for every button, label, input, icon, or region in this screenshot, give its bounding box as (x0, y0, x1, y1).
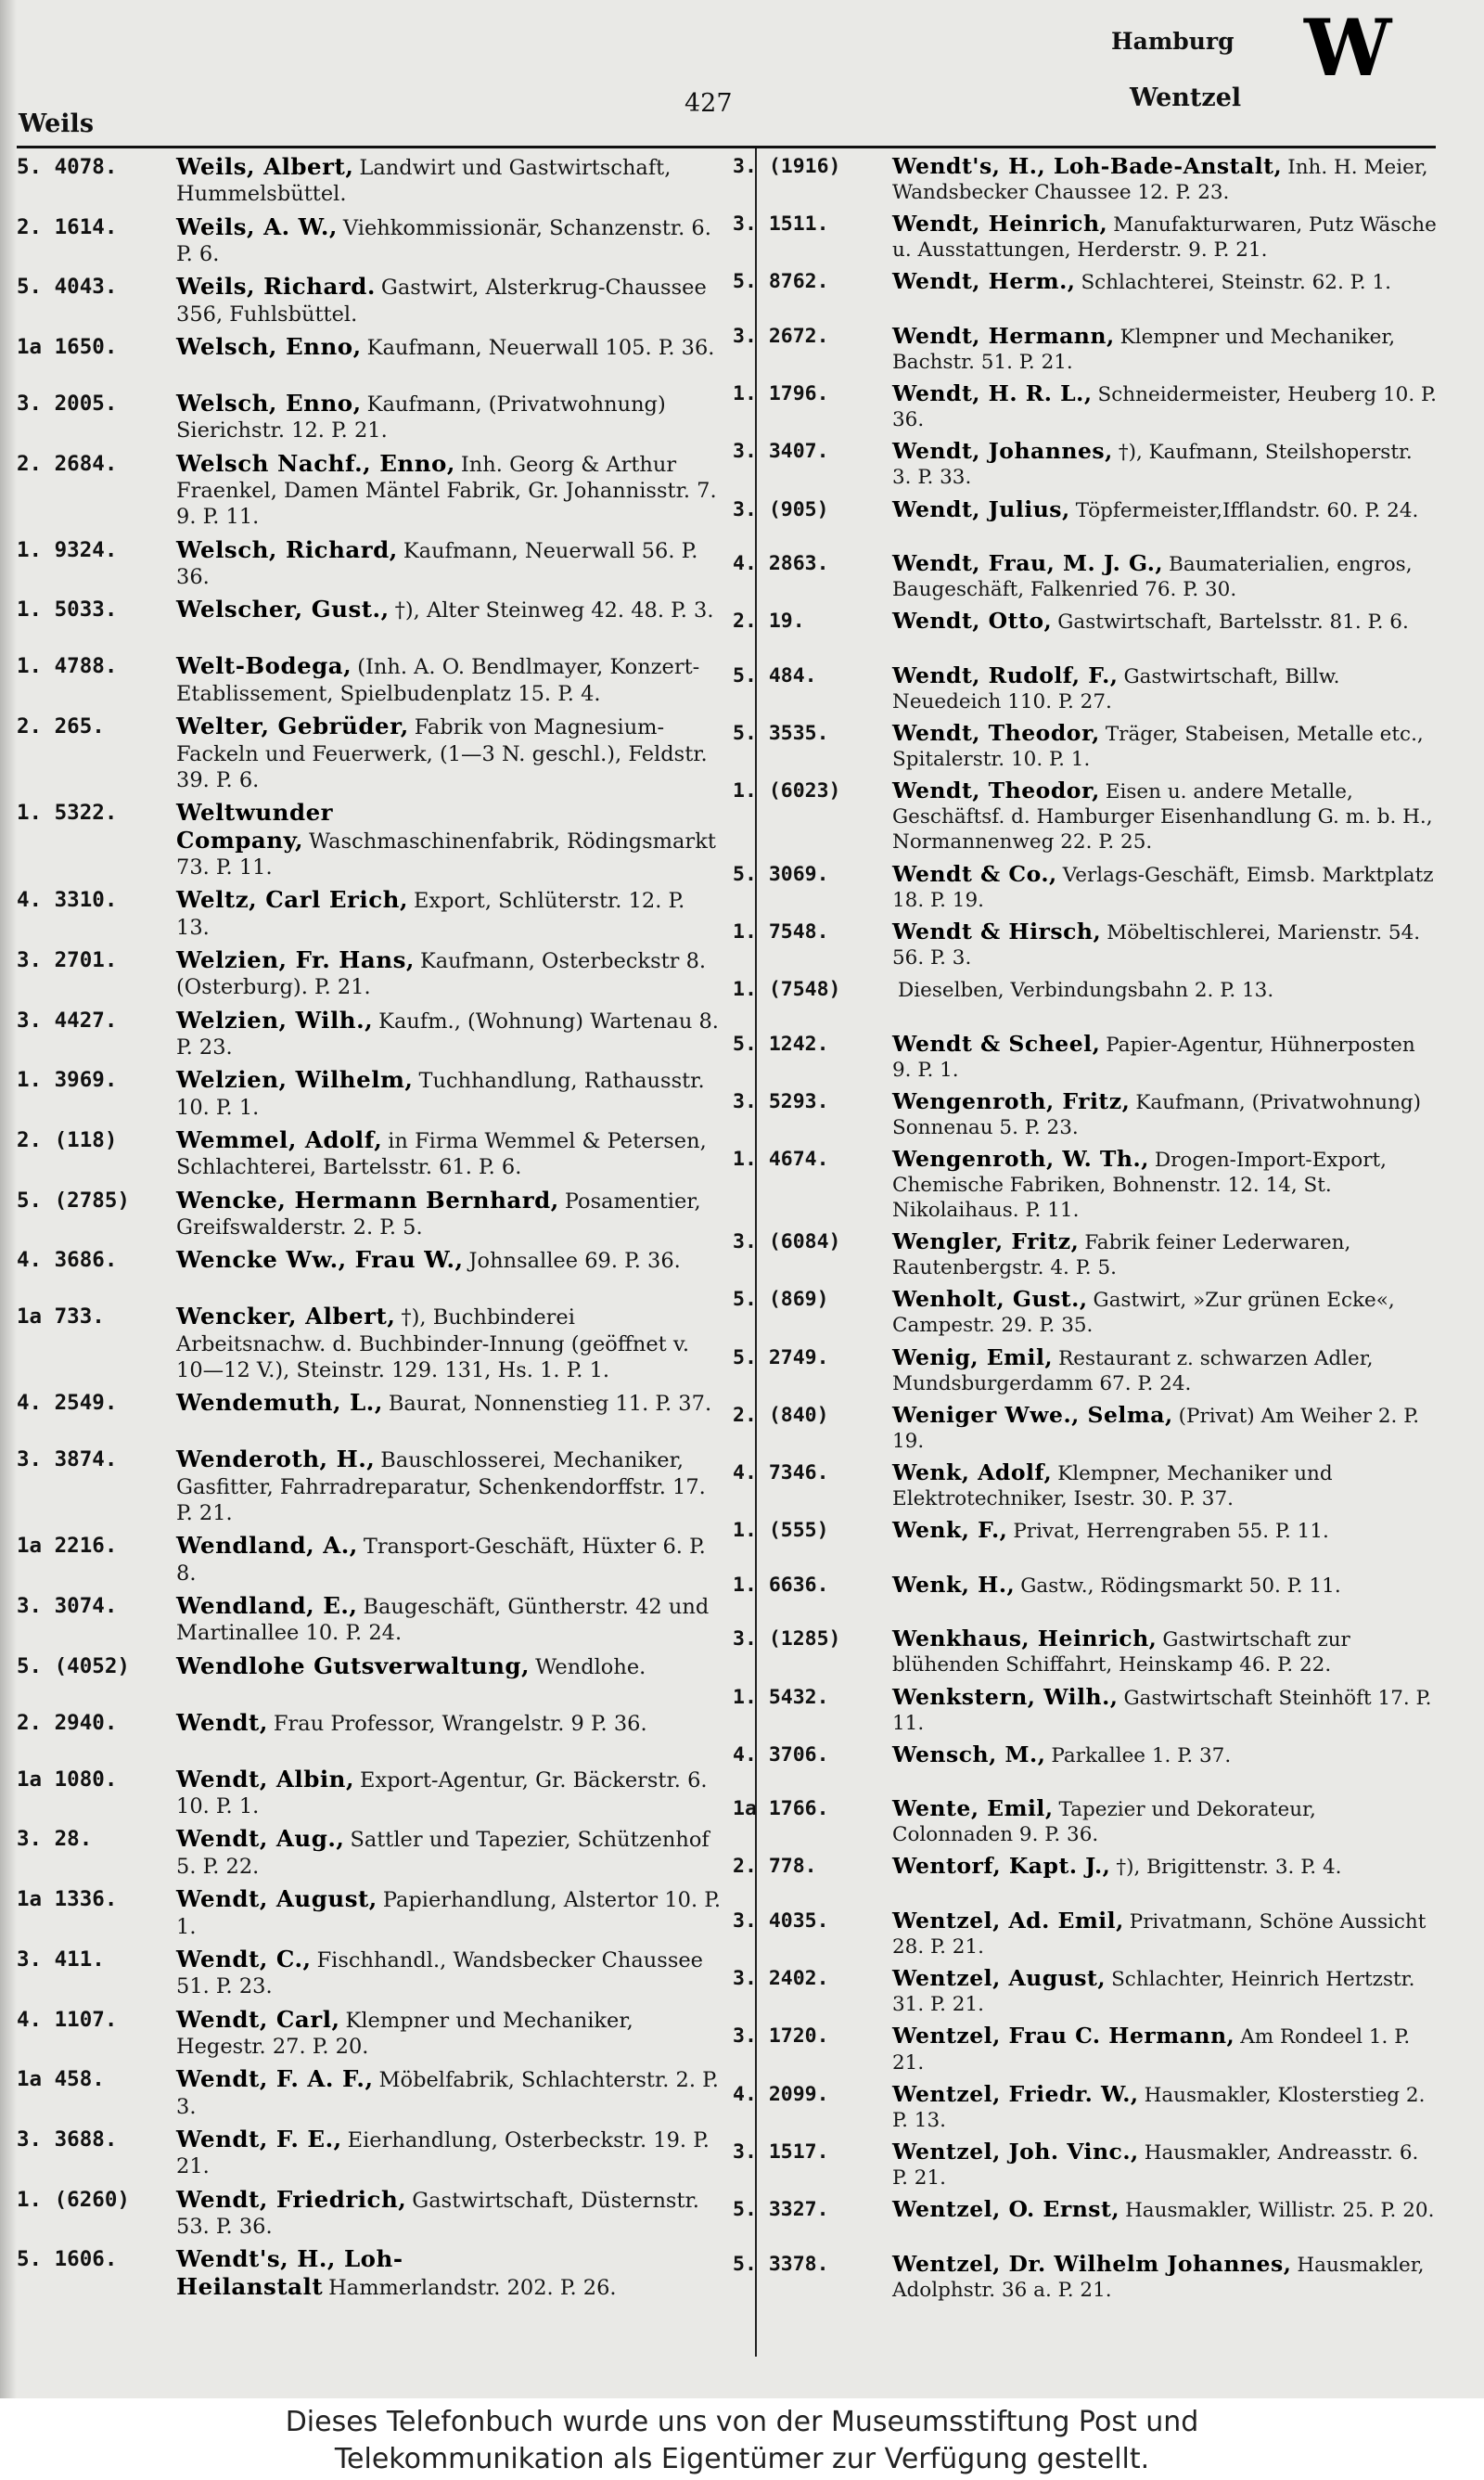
subscriber-details: Sattler und Tapezier, Schützenhof 5. P. 22. (176, 1828, 710, 1879)
subscriber-details: Hausmakler, Andreasstr. 6. P. 21. (892, 2140, 1419, 2190)
subscriber-details: Möbelfabrik, Schlachterstr. 2. P. 3. (176, 2068, 719, 2119)
phone-number: 2. (118) (17, 1127, 118, 1152)
subscriber-name: Weils, Richard. (176, 273, 376, 301)
footer-line-1: Dieses Telefonbuch wurde uns von der Museumsstiftung Post und (285, 2406, 1199, 2438)
subscriber-name: Wendt & Scheel, (892, 1030, 1101, 1057)
phone-number: 5. 1606. (17, 2247, 118, 2272)
directory-entry (733, 324, 1438, 375)
subscriber-details: Klempner, Mechaniker und Elektrotechniker, Isestr. 30. P. 37. (892, 1461, 1333, 1511)
phone-number: 4. 3686. (17, 1248, 118, 1273)
subscriber-details: in Firma Wemmel & Petersen, Schlachterei, Bartelsstr. 61. P. 6. (176, 1128, 707, 1180)
subscriber-details: Kaufmann, Osterbeckstr 8. (Osterburg). P. 21. (176, 948, 707, 1000)
directory-entry (733, 721, 1438, 772)
directory-entry (17, 1593, 722, 1647)
phone-number: 3. 3688. (17, 2127, 118, 2152)
right-column (733, 154, 1438, 2309)
directory-entry (733, 1742, 1438, 1791)
subscriber-details: Parkallee 1. P. 37. (1051, 1743, 1232, 1767)
directory-entry (17, 214, 722, 268)
phone-number: 3. (1285) (733, 1627, 841, 1651)
subscriber-name: Wenholt, Gust., (892, 1286, 1088, 1313)
phone-number: 3. 1517. (733, 2139, 829, 2164)
phone-number: 4. 3310. (17, 888, 118, 913)
phone-number: 1. 9324. (17, 537, 118, 562)
subscriber-name: Welzien, Wilh., (176, 1006, 374, 1034)
subscriber-details: Eierhandlung, Osterbeckstr. 19. P. 21. (176, 2127, 710, 2179)
subscriber-name: Weniger Wwe., Selma, (892, 1401, 1173, 1428)
phone-number: 1a 2216. (17, 1534, 118, 1559)
phone-number: 3. 411. (17, 1947, 105, 1972)
phone-number: 1a 458. (17, 2067, 105, 2092)
subscriber-name: Wencke Ww., Frau W., (176, 1246, 464, 1274)
subscriber-details: Schlachterei, Steinstr. 62. P. 1. (1081, 271, 1391, 295)
directory-entry (733, 2024, 1438, 2075)
subscriber-name: Welt-Bodega, (176, 652, 352, 680)
subscriber-details: Bauschlosserei, Mechaniker, Gasfitter, Fahrradreparatur, Schenkendorffstr. 17. P. 21. (176, 1448, 706, 1526)
directory-entry (733, 2139, 1438, 2191)
phone-number: 1. 1796. (733, 382, 829, 406)
subscriber-name: Wenderoth, H., (176, 1446, 376, 1473)
subscriber-details: (Inh. A. O. Bendlmayer, Konzert-Etablissement, Spielbudenplatz 15. P. 4. (176, 655, 700, 706)
subscriber-name: Wengler, Fritz, (892, 1228, 1080, 1255)
directory-entry (17, 1533, 722, 1587)
phone-number: 2. 778. (733, 1855, 817, 1879)
subscriber-details: Inh. Georg & Arthur Fraenkel, Damen Mäntel Fabrik, Gr. Johannisstr. 7. 9. P. 11. (176, 452, 717, 530)
subscriber-details: Kaufmann, (Privatwohnung) Sierichstr. 12. P. 21. (176, 392, 666, 443)
subscriber-name: Wendt, Otto, (892, 608, 1053, 635)
directory-entry (17, 1247, 722, 1297)
directory-entry (17, 947, 722, 1001)
subscriber-name: Welsch, Enno, (176, 333, 362, 361)
phone-number: 5. 4043. (17, 275, 118, 300)
header-rule (17, 146, 1436, 148)
subscriber-name: Wenig, Emil, (892, 1343, 1054, 1370)
subscriber-details: Hammerlandstr. 202. P. 26. (328, 2275, 617, 2300)
directory-entry (17, 1653, 722, 1703)
subscriber-name: Wentorf, Kapt. J., (892, 1853, 1111, 1880)
subscriber-details: Verlags-Geschäft, Eimsb. Marktplatz 18. P. 19. (892, 863, 1434, 912)
directory-entry (17, 537, 722, 591)
subscriber-name: Wenkhaus, Heinrich, (892, 1625, 1158, 1652)
subscriber-name: Wendt, Herm., (892, 268, 1076, 295)
subscriber-name: Wendland, E., (176, 1592, 358, 1620)
directory-entry (733, 2252, 1438, 2303)
subscriber-details: Export, Schlüterstr. 12. P. 13. (176, 889, 685, 940)
phone-number: 4. 2099. (733, 2082, 829, 2106)
subscriber-details: Fabrik von Magnesium-Fackeln und Feuerwerk, (1—3 N. geschl.), Feldstr. 39. P. 6. (176, 715, 708, 792)
phone-number: 1. (555) (733, 1519, 829, 1543)
phone-number: 1. (7548) (733, 977, 841, 1001)
phone-number: 1. 7548. (733, 919, 829, 944)
subscriber-details: Kaufm., (Wohnung) Wartenau 8. P. 23. (176, 1009, 719, 1060)
subscriber-name: Wemmel, Adolf, (176, 1125, 383, 1153)
subscriber-details: Fabrik feiner Lederwaren, Rautenbergstr. 4. P. 5. (892, 1231, 1351, 1280)
subscriber-name: Wendt & Co., (892, 860, 1057, 887)
subscriber-name: Wenk, F., (892, 1517, 1008, 1544)
phone-number: 1a 1766. (733, 1797, 829, 1821)
subscriber-details: Papier-Agentur, Hühnerposten 9. P. 1. (892, 1033, 1415, 1082)
subscriber-details: Gastwirtschaft, Billw. Neuedeich 110. P. 27. (892, 664, 1340, 713)
subscriber-details: Schneidermeister, Heuberg 10. P. 36. (892, 383, 1437, 432)
directory-entry (733, 1966, 1438, 2017)
subscriber-name: Wendt, Hermann, (892, 322, 1115, 349)
subscriber-details: Wendlohe. (535, 1654, 646, 1679)
phone-number: 3. (905) (733, 497, 829, 521)
subscriber-name: Wente, Emil, (892, 1795, 1054, 1822)
subscriber-details: Gastwirtschaft zur blühenden Schiffahrt, Heinskamp 46. P. 22. (892, 1628, 1350, 1677)
phone-number: 4. 2863. (733, 552, 829, 576)
subscriber-details: †), Kaufmann, Steilshoperstr. 3. P. 33. (892, 441, 1413, 490)
subscriber-details: Gastwirtschaft, Bartelsstr. 81. P. 6. (1057, 610, 1409, 635)
subscriber-details: Möbeltischlerei, Marienstr. 54. 56. P. 3. (892, 920, 1421, 970)
directory-entry (733, 497, 1438, 546)
subscriber-name: Wentzel, Ad. Emil, (892, 1908, 1124, 1934)
directory-entry (733, 381, 1438, 432)
subscriber-details: Kaufmann, Neuerwall 56. P. 36. (176, 538, 698, 590)
directory-entry (733, 1345, 1438, 1396)
phone-number: 3. 2701. (17, 947, 118, 972)
subscriber-details: Klempner und Mechaniker, Hegestr. 27. P. 20. (176, 2008, 633, 2059)
subscriber-details: Schlachter, Heinrich Hertzstr. 31. P. 21. (892, 1968, 1415, 2017)
subscriber-name: Wendemuth, L., (176, 1389, 383, 1417)
directory-entry (733, 1908, 1438, 1960)
subscriber-name: Weltz, Carl Erich, (176, 886, 408, 914)
subscriber-details: Baurat, Nonnenstieg 11. P. 37. (388, 1392, 712, 1417)
directory-entry (733, 551, 1438, 602)
directory-entry (17, 1067, 722, 1121)
phone-number: 1. 4788. (17, 654, 118, 679)
phone-number: 3. (6084) (733, 1230, 841, 1254)
directory-entry (733, 1518, 1438, 1566)
directory-entry (17, 391, 722, 444)
directory-entry (733, 1229, 1438, 1280)
subscriber-name: Wenkstern, Wilh., (892, 1683, 1119, 1710)
subscriber-details: Landwirt und Gastwirtschaft, Hummelsbüttel. (176, 156, 672, 207)
phone-number: 5. (869) (733, 1288, 829, 1312)
directory-entry (733, 1089, 1438, 1140)
subscriber-name: Wenk, H., (892, 1571, 1016, 1598)
phone-number: 4. 3706. (733, 1742, 829, 1767)
directory-entry (733, 1626, 1438, 1677)
phone-number: 5. 8762. (733, 270, 829, 294)
directory-entry (17, 713, 722, 793)
subscriber-name: Wencker, Albert, (176, 1303, 396, 1330)
phone-number: 5. (2785) (17, 1188, 130, 1213)
phone-number: 1. (6260) (17, 2187, 130, 2212)
subscriber-details: Posamentier, Greifswalderstr. 2. P. 5. (176, 1189, 701, 1240)
directory-entry (17, 1304, 722, 1383)
directory-entry (733, 1287, 1438, 1338)
phone-number: 2. (840) (733, 1403, 829, 1427)
subscriber-name: Wendt's, H., Loh-Bade-Anstalt, (892, 153, 1283, 179)
header-city: Hamburg (1111, 28, 1235, 55)
subscriber-details: Viehkommissionär, Schanzenstr. 6. P. 6. (176, 215, 711, 267)
subscriber-name: Wendt & Hirsch, (892, 918, 1102, 944)
header-left-name: Weils (19, 109, 95, 138)
footer-line-2: Telekommunikation als Eigentümer zur Verfügung gestellt. (334, 2443, 1150, 2475)
footer-note (0, 2398, 1484, 2480)
directory-entry (17, 2187, 722, 2241)
subscriber-name: Welsch, Richard, (176, 535, 398, 563)
directory-entry (17, 1947, 722, 2000)
phone-number: 3. 2402. (733, 1967, 829, 1991)
directory-entry (17, 1446, 722, 1526)
subscriber-name: Wendt, Johannes, (892, 438, 1113, 465)
phone-number: 1a 1336. (17, 1887, 118, 1912)
subscriber-details: Privatmann, Schöne Aussicht 28. P. 21. (892, 1910, 1426, 1960)
subscriber-name: Wendt, (176, 1708, 268, 1736)
directory-entry (733, 1032, 1438, 1083)
subscriber-details: Gastwirtschaft, Düsternstr. 53. P. 36. (176, 2188, 699, 2239)
subscriber-name: Wendt, Julius, (892, 495, 1070, 522)
phone-number: 3. (1916) (733, 155, 841, 178)
subscriber-name: Welsch, Enno, (176, 390, 362, 418)
header-right-name: Wentzel (1130, 84, 1242, 112)
subscriber-details: Am Rondeel 1. P. 21. (892, 2025, 1411, 2075)
subscriber-details: Baugeschäft, Güntherstr. 42 und Martinallee 10. P. 24. (176, 1595, 710, 1646)
directory-entry (17, 887, 722, 941)
directory-entry (733, 154, 1438, 205)
subscriber-name: Wendt, Heinrich, (892, 211, 1108, 238)
phone-number: 1a 733. (17, 1304, 105, 1330)
subscriber-name: Welscher, Gust., (176, 596, 390, 623)
directory-entry (733, 663, 1438, 714)
subscriber-details: (Privat) Am Weiher 2. P. 19. (892, 1404, 1420, 1453)
directory-entry (733, 212, 1438, 263)
subscriber-details: Papierhandlung, Alstertor 10. P. 1. (176, 1888, 722, 1939)
page-number: 427 (684, 89, 733, 118)
phone-number: 5. 3535. (733, 722, 829, 746)
phone-number: 3. 1511. (733, 212, 829, 237)
phone-number: 4. 7346. (733, 1460, 829, 1484)
subscriber-name: Wentzel, August, (892, 1965, 1107, 1992)
subscriber-details: Gastwirt, »Zur grünen Ecke«, Campestr. 29. P. 35. (892, 1289, 1395, 1338)
directory-entry (17, 597, 722, 647)
directory-entry (733, 862, 1438, 913)
subscriber-details: Gastwirt, Alsterkrug-Chaussee 356, Fuhlsbüttel. (176, 276, 707, 327)
subscriber-details: †), Alter Steinweg 42. 48. P. 3. (394, 598, 714, 623)
directory-entry (733, 2082, 1438, 2133)
directory-entry (17, 1886, 722, 1940)
phone-number: 1. 5432. (733, 1685, 829, 1709)
directory-entry (733, 439, 1438, 490)
subscriber-details: Frau Professor, Wrangelstr. 9 P. 36. (273, 1711, 647, 1736)
subscriber-name: Wendt, Frau, M. J. G., (892, 550, 1164, 577)
subscriber-name: Weils, Albert, (176, 153, 354, 180)
header-letter: W (1304, 2, 1389, 94)
directory-entry (17, 2007, 722, 2061)
left-column (17, 154, 722, 2307)
directory-entry (17, 2127, 722, 2180)
phone-number: 2. 265. (17, 714, 105, 739)
directory-entry (733, 1147, 1438, 1223)
subscriber-details: Baumaterialien, engros, Baugeschäft, Falkenried 76. P. 30. (892, 553, 1413, 602)
subscriber-details: †), Buchbinderei Arbeitsnachw. d. Buchbinder-Innung (geöffnet v. 10—12 V.), Steinstr. 129. 131, Hs. 1. P. 1. (176, 1305, 690, 1383)
subscriber-name: Wentzel, Friedr. W., (892, 2080, 1139, 2107)
subscriber-name: Wensch, M., (892, 1741, 1046, 1767)
phone-number: 1. (6023) (733, 779, 841, 803)
phone-number: 5. 484. (733, 663, 817, 687)
subscriber-name: Wendt's, H., Loh-Heilanstalt (176, 2245, 403, 2300)
subscriber-details: †), Brigittenstr. 3. P. 4. (1116, 1856, 1342, 1880)
directory-entry (733, 778, 1438, 855)
phone-number: 5. 2749. (733, 1345, 829, 1369)
subscriber-name: Wendt, Aug., (176, 1825, 345, 1853)
subscriber-details: Inh. H. Meier, Wandsbecker Chaussee 12. P. 23. (892, 156, 1428, 205)
subscriber-details: Träger, Stabeisen, Metalle etc., Spitalerstr. 10. P. 1. (892, 723, 1424, 772)
phone-number: 5. 3069. (733, 862, 829, 886)
subscriber-details: Hausmakler, Willistr. 25. P. 20. (1125, 2199, 1435, 2222)
directory-entry (733, 1573, 1438, 1621)
directory-entry (17, 2066, 722, 2120)
directory-entry (17, 2246, 722, 2301)
phone-number: 3. 28. (17, 1827, 93, 1852)
subscriber-details: Kaufmann, (Privatwohnung) Sonnenau 5. P. 23. (892, 1090, 1422, 1139)
subscriber-name: Wencke, Hermann Bernhard, (176, 1186, 559, 1214)
subscriber-details: Dieselben, Verbindungsbahn 2. P. 13. (898, 978, 1274, 1002)
subscriber-details: Transport-Geschäft, Hüxter 6. P. 8. (176, 1535, 706, 1586)
subscriber-details: Gastw., Rödingsmarkt 50. P. 11. (1020, 1574, 1341, 1598)
subscriber-name: Wengenroth, Fritz, (892, 1087, 1131, 1114)
subscriber-name: Wendt, C., (176, 1945, 312, 1972)
subscriber-details: Waschmaschinenfabrik, Rödingsmarkt 73. P. 11. (176, 829, 716, 880)
directory-entry (733, 609, 1438, 657)
subscriber-details: Johnsallee 69. P. 36. (468, 1249, 681, 1274)
subscriber-name: Wendt, H. R. L., (892, 380, 1093, 407)
phone-number: 1a 1080. (17, 1767, 118, 1792)
directory-entry (17, 1127, 722, 1181)
phone-number: 3. 1720. (733, 2024, 829, 2049)
subscriber-details: Tapezier und Dekorateur, Colonnaden 9. P. 36. (892, 1798, 1316, 1847)
directory-entry (17, 451, 722, 531)
subscriber-name: Wendt, Friedrich, (176, 2185, 407, 2213)
subscriber-details: Kaufmann, Neuerwall 105. P. 36. (366, 336, 715, 361)
subscriber-name: Wendlohe Gutsverwaltung, (176, 1651, 531, 1679)
directory-entry (17, 653, 722, 707)
phone-number: 5. 1242. (733, 1032, 829, 1056)
subscriber-name: Weils, A. W., (176, 212, 338, 240)
directory-entry (17, 800, 722, 880)
subscriber-name: Weltwunder Company, (176, 799, 334, 854)
phone-number: 1. 3969. (17, 1068, 118, 1093)
subscriber-details: Fischhandl., Wandsbecker Chaussee 51. P. 23. (176, 1947, 703, 1999)
phone-number: 3. 4427. (17, 1008, 118, 1033)
directory-entry (733, 1403, 1438, 1454)
directory-entry (733, 977, 1438, 1025)
subscriber-name: Welter, Gebrüder, (176, 713, 409, 740)
subscriber-details: Restaurant z. schwarzen Adler, Mundsburgerdamm 67. P. 24. (892, 1346, 1374, 1395)
phone-number: 2. 1614. (17, 214, 118, 239)
directory-entry (733, 919, 1438, 970)
directory-entry (17, 1188, 722, 1241)
phone-number: 2. 2940. (17, 1710, 118, 1735)
subscriber-name: Wendt, Albin, (176, 1765, 355, 1793)
subscriber-name: Wendt, Rudolf, F., (892, 662, 1119, 688)
directory-entry (17, 154, 722, 208)
subscriber-name: Wengenroth, W. Th., (892, 1145, 1149, 1172)
directory-entry (733, 1460, 1438, 1511)
directory-entry (733, 2197, 1438, 2245)
phone-number: 2. 19. (733, 610, 805, 634)
phone-number: 3. 3407. (733, 440, 829, 464)
directory-entry (17, 1710, 722, 1760)
directory-entry (17, 334, 722, 384)
phone-number: 3. 3074. (17, 1594, 118, 1619)
subscriber-name: Wentzel, O. Ernst, (892, 2196, 1120, 2222)
subscriber-details: Export-Agentur, Gr. Bäckerstr. 6. 10. P. 1. (176, 1767, 708, 1819)
subscriber-details: Manufakturwaren, Putz Wäsche u. Ausstattungen, Herderstr. 9. P. 21. (892, 213, 1437, 263)
subscriber-name: Wendt, F. A. F., (176, 2065, 374, 2093)
phone-number: 3. 3874. (17, 1447, 118, 1472)
phone-number: 4. 2549. (17, 1391, 118, 1416)
phone-number: 1. 4674. (733, 1147, 829, 1171)
directory-entry (17, 1390, 722, 1440)
directory-entry (17, 1008, 722, 1061)
phone-number: 3. 2672. (733, 324, 829, 348)
subscriber-name: Wentzel, Frau C. Hermann, (892, 2023, 1235, 2050)
phone-number: 5. 3378. (733, 2252, 829, 2276)
subscriber-details: Drogen-Import-Export, Chemische Fabriken, Bohnenstr. 12. 14, St. Nikolaihaus. P. 11. (892, 1148, 1387, 1223)
directory-entry (17, 274, 722, 328)
subscriber-name: Wentzel, Dr. Wilhelm Johannes, (892, 2250, 1292, 2277)
directory-entry (733, 1854, 1438, 1902)
subscriber-details: Eisen u. andere Metalle, Geschäftsf. d. Hamburger Eisenhandlung G. m. b. H., Normannenweg 22. P. 25. (892, 780, 1433, 855)
phone-number: 5. 4078. (17, 155, 118, 179)
directory-entry (733, 1685, 1438, 1736)
subscriber-name: Wendt, Theodor, (892, 720, 1100, 747)
directory-entry (733, 269, 1438, 317)
phone-number: 3. 2005. (17, 392, 118, 417)
subscriber-name: Wendt, August, (176, 1885, 377, 1913)
subscriber-details: Tuchhandlung, Rathausstr. 10. P. 1. (176, 1069, 705, 1120)
subscriber-name: Welzien, Wilhelm, (176, 1066, 414, 1094)
subscriber-details: Hausmakler, Klosterstieg 2. P. 13. (892, 2083, 1426, 2132)
subscriber-name: Welzien, Fr. Hans, (176, 945, 415, 973)
phone-number: 1a 1650. (17, 335, 118, 360)
phone-number: 3. 4035. (733, 1909, 829, 1934)
subscriber-details: Gastwirtschaft Steinhöft 17. P. 11. (892, 1686, 1432, 1735)
subscriber-name: Wendland, A., (176, 1532, 358, 1560)
phone-number: 1. 5033. (17, 598, 118, 623)
subscriber-details: Klempner und Mechaniker, Bachstr. 51. P. 21. (892, 325, 1396, 375)
phone-number: 2. 2684. (17, 451, 118, 476)
subscriber-name: Wenk, Adolf, (892, 1458, 1053, 1485)
phone-number: 5. (4052) (17, 1653, 130, 1678)
subscriber-name: Wentzel, Joh. Vinc., (892, 2138, 1139, 2165)
subscriber-name: Wendt, F. E., (176, 2125, 342, 2152)
subscriber-details: Privat, Herrengraben 55. P. 11. (1013, 1520, 1329, 1544)
directory-entry (17, 1767, 722, 1820)
subscriber-details: Hausmakler, Adolphstr. 36 a. P. 21. (892, 2253, 1425, 2302)
phone-number: 5. 3327. (733, 2198, 829, 2221)
subscriber-details: Töpfermeister,Ifflandstr. 60. P. 24. (1075, 498, 1419, 522)
directory-entry (17, 1826, 722, 1880)
subscriber-name: Welsch Nachf., Enno, (176, 449, 455, 477)
phone-number: 1. 6636. (733, 1573, 829, 1597)
subscriber-name: Wendt, Theodor, (892, 777, 1100, 804)
phone-number: 4. 1107. (17, 2007, 118, 2032)
phone-number: 1. 5322. (17, 801, 118, 826)
phone-number: 3. 5293. (733, 1089, 829, 1113)
subscriber-name: Wendt, Carl, (176, 2005, 340, 2033)
directory-entry (733, 1796, 1438, 1847)
